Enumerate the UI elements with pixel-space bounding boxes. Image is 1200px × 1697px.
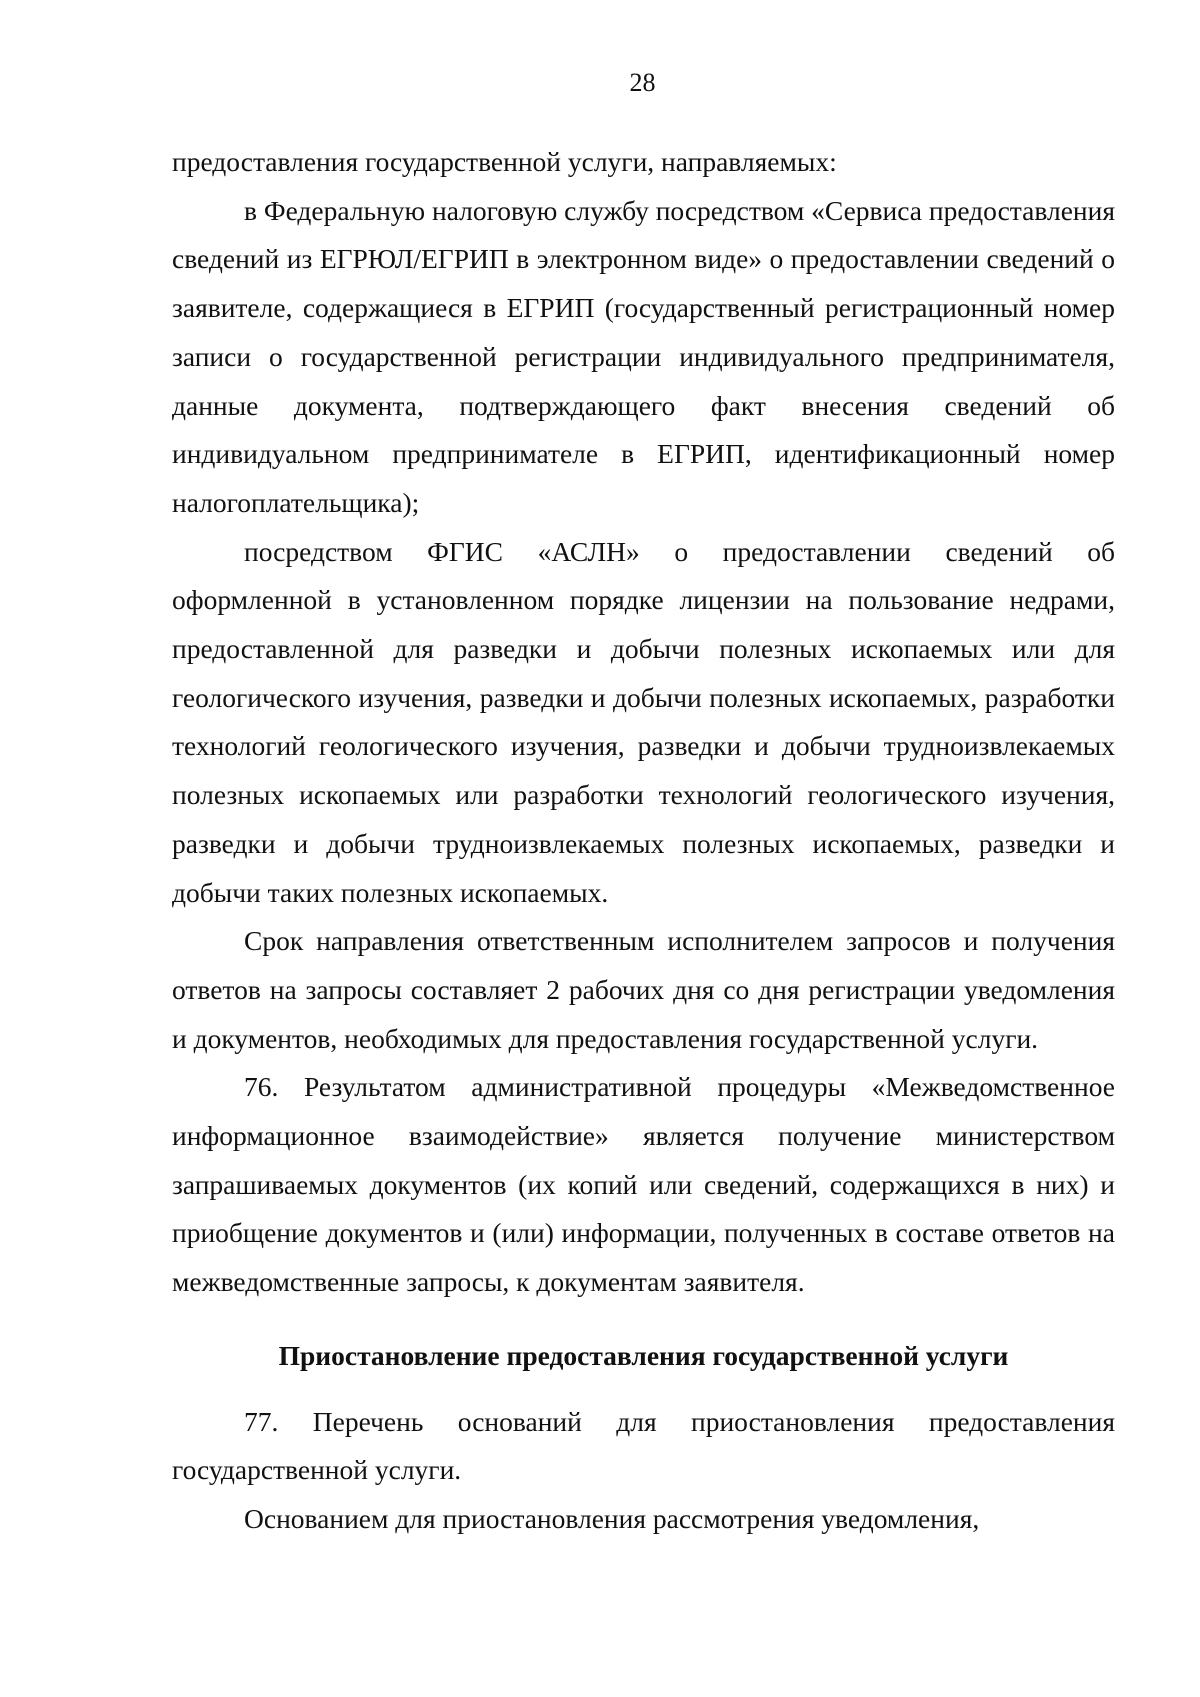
paragraph-suspension-grounds: Основанием для приостановления рассмотрения уведомления, bbox=[244, 1502, 980, 1534]
document-body bbox=[172, 138, 1115, 1544]
paragraph-76: 76. Результатом административной процедуры «Межведомственное информационное взаимодействие» является получение министерством запрашиваемых документов (их копий или сведений, содержащихся в них) и приобщение документов и (или) информации, полученных в составе ответов на межведомственные запросы, к документам заявителя. bbox=[172, 1071, 1115, 1298]
paragraph-fns-request: в Федеральную налоговую службу посредством «Сервиса предоставления сведений из ЕГРЮЛ/ЕГРИП в электронном виде» о предоставлении сведений о заявителе, содержащиеся в ЕГРИП (государственный регистрационный номер записи о государственной регистрации индивидуального предпринимателя, данные документа, подтверждающего факт внесения сведений об индивидуальном предпринимателе в ЕГРИП, идентификационный номер налогоплательщика); bbox=[172, 194, 1116, 518]
paragraph-request-deadline: Срок направления ответственным исполнителем запросов и получения ответов на запросы составляет 2 рабочих дня со дня регистрации уведомления и документов, необходимых для предоставления государственной услуги. bbox=[172, 925, 1115, 1054]
section-heading: Приостановление предоставления государственной услуги bbox=[278, 1339, 1009, 1371]
paragraph-77: 77. Перечень оснований для приостановления предоставления государственной услуги. bbox=[172, 1405, 1115, 1486]
page-number: 28 bbox=[629, 68, 656, 97]
paragraph-continuation: предоставления государственной услуги, направляемых: bbox=[172, 146, 837, 177]
paragraph-fgis-request: посредством ФГИС «АСЛН» о предоставлении сведений об оформленной в установленном порядке лицензии на пользование недрами, предоставленной для разведки и добычи полезных ископаемых или для геологического изучения, разведки и добычи полезных ископаемых, разработки технологий геологического изучения, разведки и добычи трудноизвлекаемых полезных ископаемых или разработки технологий геологического изучения, разведки и добычи трудноизвлекаемых полезных ископаемых, разведки и добычи таких полезных ископаемых. bbox=[172, 535, 1115, 908]
